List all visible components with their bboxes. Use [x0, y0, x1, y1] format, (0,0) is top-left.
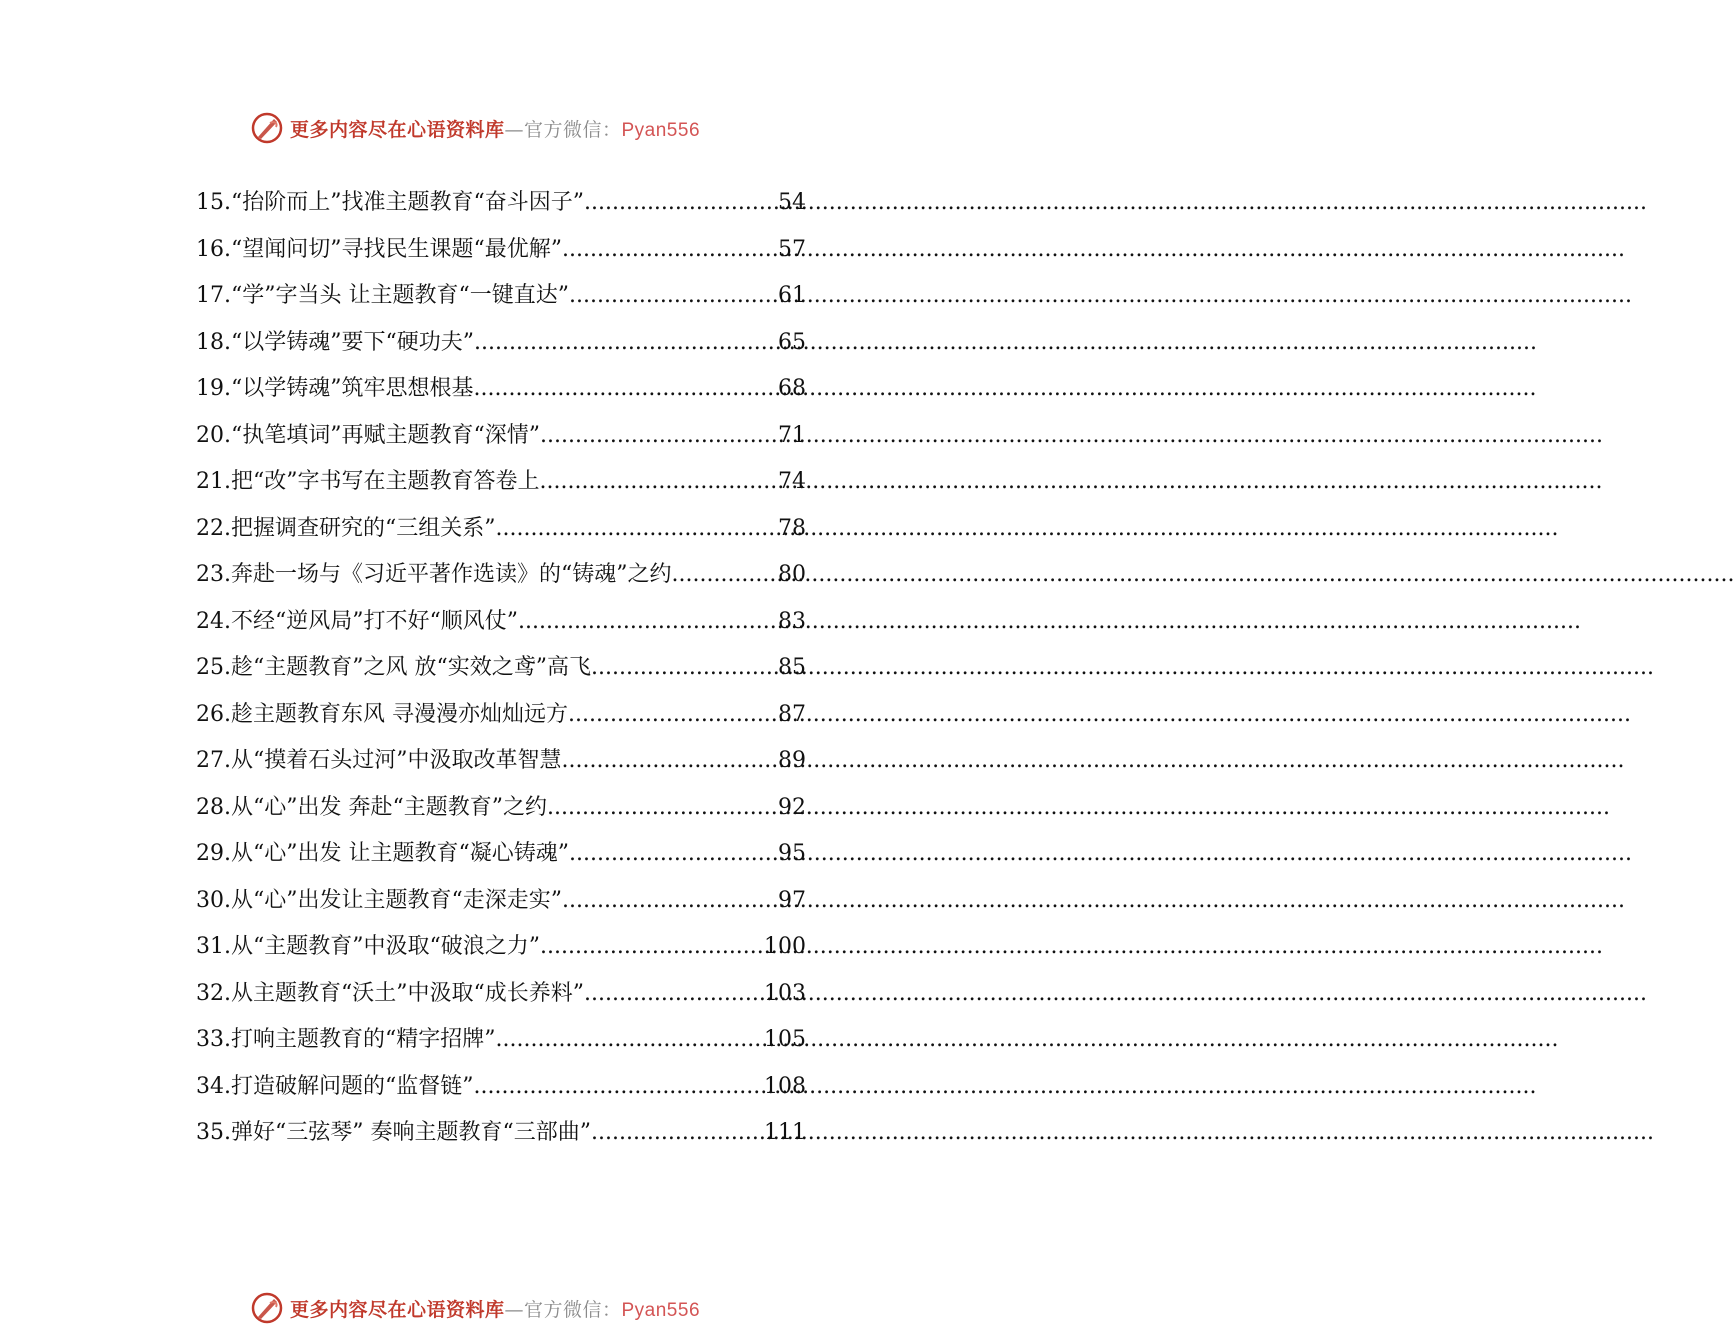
toc-entry[interactable] — [196, 738, 806, 785]
toc-dot-leader — [474, 366, 778, 413]
toc-entry-number: 30. — [196, 887, 231, 913]
toc-dot-leader — [496, 1017, 764, 1064]
banner-separator: — — [504, 1298, 524, 1321]
toc-entry-number: 17. — [196, 283, 231, 308]
toc-entry-title: 打造破解问题的“监督链” — [231, 1073, 474, 1099]
toc-entry-page: 83 — [778, 608, 806, 634]
toc-entry[interactable] — [196, 971, 806, 1018]
toc-entry[interactable] — [196, 273, 806, 320]
toc-entry-title: 从“摸着石头过河”中汲取改革智慧 — [231, 748, 562, 773]
toc-entry-number: 32. — [196, 980, 231, 1006]
toc-entry-number: 19. — [196, 376, 231, 401]
toc-entry-title: 把“改”字书写在主题教育答卷上 — [231, 469, 540, 494]
toc-entry-page: 61 — [778, 283, 806, 308]
toc-entry-page: 54 — [778, 190, 806, 215]
toc-dot-leader — [584, 180, 777, 227]
toc-entry-page: 74 — [778, 469, 806, 494]
toc-entry-title: 打响主题教育的“精字招牌” — [231, 1027, 496, 1052]
toc-entry-page: 95 — [778, 841, 806, 866]
toc-entry[interactable] — [196, 878, 806, 925]
toc-entry[interactable] — [196, 831, 806, 878]
toc-entry-number: 28. — [196, 794, 231, 820]
toc-entry-number: 27. — [196, 748, 231, 773]
toc-dot-leader — [540, 459, 778, 506]
toc-entry-number: 29. — [196, 841, 231, 866]
toc-entry-page: 71 — [778, 422, 806, 448]
banner-handle: Pyan556 — [621, 119, 701, 141]
toc-entry-page: 68 — [778, 376, 806, 401]
toc-entry[interactable] — [196, 1110, 806, 1157]
toc-entry-page: 92 — [778, 794, 806, 820]
toc-entry-number: 35. — [196, 1120, 231, 1145]
table-of-contents — [196, 180, 806, 1157]
toc-entry[interactable] — [196, 366, 806, 413]
toc-entry-title: “望闻问切”寻找民生课题“最优解” — [231, 236, 562, 262]
toc-entry-number: 20. — [196, 422, 231, 448]
toc-entry-number: 15. — [196, 190, 231, 215]
toc-dot-leader — [672, 552, 778, 599]
banner-main-text: 更多内容尽在心语资料库 — [289, 1298, 505, 1321]
toc-entry-title: 把握调查研究的“三组关系” — [231, 515, 496, 541]
toc-entry-number: 34. — [196, 1073, 231, 1099]
banner-label: 官方微信： — [523, 1298, 622, 1321]
toc-entry-page: 85 — [778, 655, 806, 680]
toc-dot-leader — [584, 971, 763, 1018]
toc-entry-title: “以学铸魂”筑牢思想根基 — [231, 376, 474, 401]
toc-entry[interactable] — [196, 1017, 806, 1064]
toc-entry-title: 趁主题教育东风 寻漫漫亦灿灿远方 — [231, 701, 568, 727]
toc-entry-title: 从“心”出发 奔赴“主题教育”之约 — [231, 794, 547, 820]
toc-entry-number: 25. — [196, 655, 231, 680]
toc-entry-number: 21. — [196, 469, 231, 494]
toc-entry-title: 从“心”出发 让主题教育“凝心铸魂” — [231, 841, 569, 866]
toc-entry-page: 97 — [778, 887, 806, 913]
toc-entry-title: “以学铸魂”要下“硬功夫” — [231, 329, 474, 355]
toc-entry-page: 89 — [778, 748, 806, 773]
toc-entry-title: 奔赴一场与《习近平著作选读》的“铸魂”之约 — [231, 562, 672, 587]
toc-dot-leader — [591, 1110, 763, 1157]
toc-entry-page: 100 — [764, 934, 806, 959]
toc-entry[interactable] — [196, 413, 806, 460]
toc-entry[interactable] — [196, 924, 806, 971]
toc-entry[interactable] — [196, 785, 806, 832]
toc-entry-title: 弹好“三弦琴” 奏响主题教育“三部曲” — [231, 1120, 591, 1145]
toc-entry-title: 从“心”出发让主题教育“走深走实” — [231, 887, 562, 913]
toc-dot-leader — [518, 599, 777, 646]
toc-entry-page: 105 — [764, 1027, 806, 1052]
toc-dot-leader — [540, 413, 777, 460]
toc-dot-leader — [569, 831, 777, 878]
toc-entry-title: 趁“主题教育”之风 放“实效之鸢”高飞 — [231, 655, 591, 680]
toc-entry-title: “抬阶而上”找准主题教育“奋斗因子” — [231, 190, 584, 215]
toc-dot-leader — [474, 320, 777, 367]
header-banner — [0, 108, 950, 148]
toc-entry-number: 26. — [196, 701, 231, 727]
toc-dot-leader — [562, 738, 778, 785]
toc-entry-page: 103 — [764, 980, 806, 1006]
toc-entry-number: 16. — [196, 236, 231, 262]
toc-entry-page: 80 — [778, 562, 806, 587]
toc-entry-page: 108 — [764, 1073, 806, 1099]
toc-entry-title: “执笔填词”再赋主题教育“深情” — [231, 422, 540, 448]
toc-entry-title: “学”字当头 让主题教育“一键直达” — [231, 283, 569, 308]
toc-entry-number: 24. — [196, 608, 231, 634]
toc-dot-leader — [569, 273, 777, 320]
toc-dot-leader — [591, 645, 777, 692]
quill-logo-icon — [250, 111, 284, 145]
toc-entry-number: 33. — [196, 1027, 231, 1052]
toc-entry-number: 18. — [196, 329, 231, 355]
toc-entry[interactable] — [196, 692, 806, 739]
banner-text — [290, 115, 700, 142]
toc-entry[interactable] — [196, 645, 806, 692]
toc-entry[interactable] — [196, 506, 806, 553]
toc-entry-title: 从“主题教育”中汲取“破浪之力” — [231, 934, 540, 959]
toc-dot-leader — [540, 924, 763, 971]
toc-dot-leader — [474, 1064, 764, 1111]
toc-entry[interactable] — [196, 599, 806, 646]
toc-dot-leader — [568, 692, 777, 739]
toc-entry[interactable] — [196, 227, 806, 274]
banner-main-text: 更多内容尽在心语资料库 — [289, 118, 505, 141]
toc-dot-leader — [496, 506, 778, 553]
banner-label: 官方微信： — [523, 118, 622, 141]
footer-banner — [0, 1288, 950, 1328]
toc-entry-title: 从主题教育“沃土”中汲取“成长养料” — [231, 980, 584, 1006]
toc-entry[interactable] — [196, 1064, 806, 1111]
banner-separator: — — [504, 118, 524, 141]
toc-entry[interactable] — [196, 552, 806, 599]
toc-entry-number: 23. — [196, 562, 231, 587]
toc-entry-page: 78 — [778, 515, 806, 541]
toc-entry-number: 31. — [196, 934, 231, 959]
banner-handle: Pyan556 — [621, 1299, 701, 1321]
toc-entry-page: 57 — [778, 236, 806, 262]
toc-entry[interactable] — [196, 459, 806, 506]
toc-entry[interactable] — [196, 180, 806, 227]
toc-dot-leader — [562, 878, 777, 925]
toc-entry-page: 65 — [778, 329, 806, 355]
toc-dot-leader — [562, 227, 777, 274]
toc-entry-page: 87 — [778, 701, 806, 727]
toc-entry-number: 22. — [196, 515, 231, 541]
quill-logo-icon — [250, 1291, 284, 1325]
banner-text — [290, 1295, 700, 1322]
toc-dot-leader — [547, 785, 777, 832]
toc-entry-title: 不经“逆风局”打不好“顺风仗” — [231, 608, 518, 634]
toc-entry-page: 111 — [764, 1120, 806, 1145]
toc-entry[interactable] — [196, 320, 806, 367]
